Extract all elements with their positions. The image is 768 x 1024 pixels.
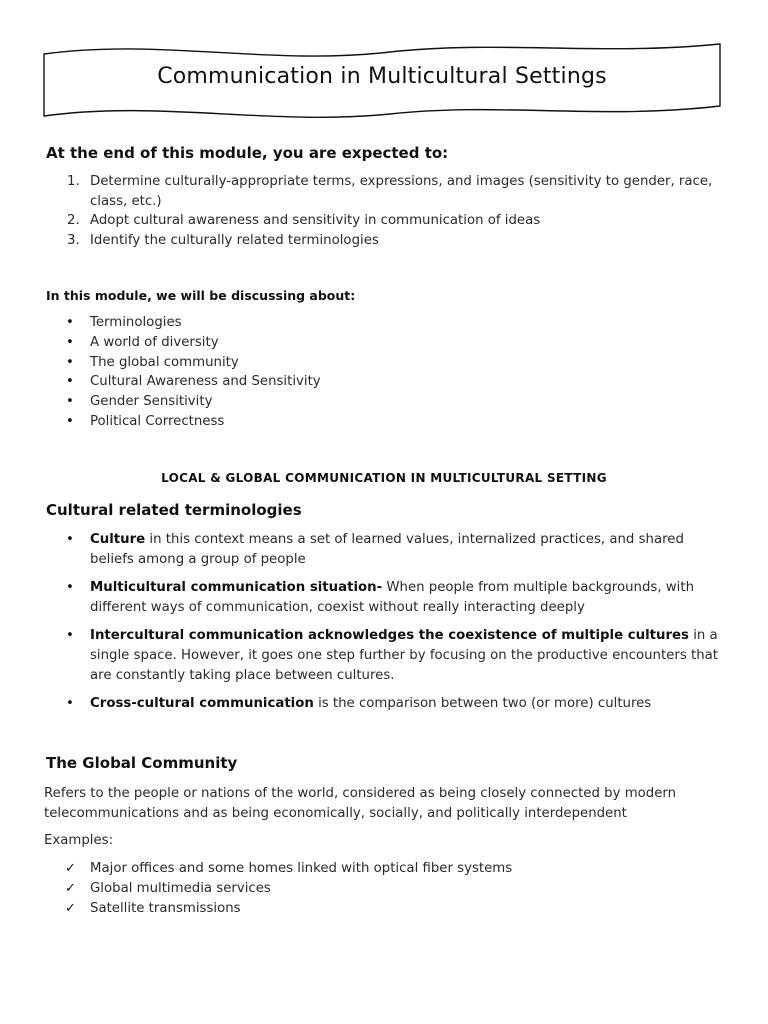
- list-item-text: Adopt cultural awareness and sensitivity in communication of ideas: [90, 213, 541, 229]
- list-item: [44, 879, 724, 899]
- objectives-heading: At the end of this module, you are expected to:: [46, 144, 449, 162]
- term-name: Intercultural communication acknowledges the coexistence of multiple cultures: [90, 628, 689, 644]
- term-definition: in this context means a set of learned values, internalized practices, and shared beliefs among a group of people: [90, 532, 684, 567]
- term-item: [44, 694, 724, 714]
- global-community-heading: The Global Community: [46, 754, 238, 772]
- list-item-text: Major offices and some homes linked with optical fiber systems: [90, 861, 513, 876]
- list-item: • Cultural Awareness and Sensitivity: [44, 372, 724, 392]
- list-item: • The global community: [44, 353, 724, 373]
- terminologies-heading: Cultural related terminologies: [46, 501, 302, 519]
- list-item-text: Satellite transmissions: [90, 900, 241, 916]
- list-item: • Terminologies: [44, 313, 724, 333]
- list-item: [44, 172, 724, 211]
- list-item: [44, 899, 724, 919]
- term-definition: is the comparison between two (or more) cultures: [313, 696, 652, 712]
- term-definition: in a single space. However, it goes one step further by focusing on the productive encounters that are constantly taking place between cultures.: [90, 628, 718, 683]
- list-number: 2.: [67, 213, 80, 229]
- page-title: Communication in Multicultural Settings: [157, 64, 607, 89]
- list-number: 3.: [67, 233, 80, 249]
- list-item: [44, 231, 724, 251]
- list-item: • Political Correctness: [44, 412, 724, 432]
- term-name: Cross-cultural communication: [90, 696, 314, 712]
- list-item-text: Identify the culturally related terminologies: [90, 233, 379, 249]
- list-item-text: Determine culturally-appropriate terms, expressions, and images (sensitivity to gender, race, class, etc.): [90, 174, 713, 209]
- term-item: [44, 578, 724, 618]
- title-banner: [40, 40, 724, 122]
- list-number: 1.: [67, 174, 80, 189]
- term-name: Culture: [90, 532, 146, 547]
- examples-list: [44, 859, 724, 918]
- examples-label: Examples:: [44, 833, 114, 848]
- list-item: [44, 859, 724, 879]
- list-item: • A world of diversity: [44, 333, 724, 353]
- discussion-list: [44, 313, 724, 432]
- terminologies-list: [44, 530, 724, 722]
- term-name: Multicultural communication situation-: [90, 580, 383, 596]
- global-community-definition: Refers to the people or nations of the world, considered as being closely connected by modern telecommunications and as being economically, socially, and politically interdependent: [44, 786, 677, 821]
- objectives-list: [44, 172, 724, 251]
- checkmark-icon: ✓: [65, 900, 76, 916]
- term-definition: When people from multiple backgrounds, with different ways of communication, coexist without really interacting deeply: [90, 580, 695, 615]
- discussion-heading: In this module, we will be discussing about:: [46, 288, 356, 303]
- list-item: [44, 211, 724, 231]
- checkmark-icon: ✓: [65, 861, 76, 876]
- term-item: [44, 626, 724, 685]
- list-item-text: Global multimedia services: [90, 880, 271, 896]
- term-item: [44, 530, 724, 570]
- section-title: LOCAL & GLOBAL COMMUNICATION IN MULTICULTURAL SETTING: [161, 471, 607, 485]
- checkmark-icon: ✓: [65, 880, 76, 896]
- list-item: • Gender Sensitivity: [44, 392, 724, 412]
